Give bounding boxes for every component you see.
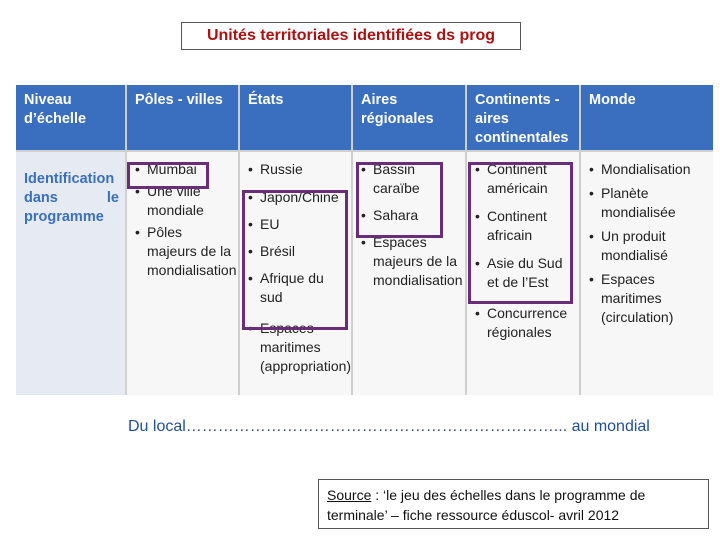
list-item: • Continent américain bbox=[475, 160, 573, 198]
highlight-continents bbox=[468, 162, 573, 304]
highlight-etats bbox=[242, 190, 348, 330]
list-item: • Planète mondialisée bbox=[589, 184, 707, 222]
highlight-aires-regionales bbox=[356, 162, 443, 238]
list-item: • Espaces maritimes (circulation) bbox=[589, 270, 707, 327]
list-item: • Continent africain bbox=[475, 207, 573, 245]
list-item: • Un produit mondialisé bbox=[589, 227, 707, 265]
source-text: : ‘le jeu des échelles dans le programme de terminale’ – fiche ressource éduscol- avril 2012 bbox=[327, 487, 646, 523]
list-item: • Espaces maritimes (appropriation) bbox=[248, 319, 345, 376]
list-item: • Concurrence régionales bbox=[475, 304, 573, 342]
list-item: • Brésil bbox=[248, 242, 345, 261]
source-box bbox=[318, 479, 709, 529]
list-item: • Russie bbox=[248, 160, 345, 179]
list-item: • Mumbai bbox=[135, 160, 232, 179]
list-item: • Mondialisation bbox=[589, 160, 707, 179]
list-item: • Sahara bbox=[361, 206, 459, 225]
list-item: • Bassin caraïbe bbox=[361, 160, 459, 198]
list-item: • EU bbox=[248, 215, 345, 234]
cell-monde bbox=[581, 152, 713, 395]
list-item: • Pôles majeurs de la mondialisation bbox=[135, 223, 232, 280]
scales-table bbox=[16, 85, 713, 395]
header-poles-villes: Pôles - villes bbox=[127, 85, 238, 150]
row-header-identification: Identification dans le programme bbox=[16, 152, 125, 395]
highlight-mumbai bbox=[127, 162, 209, 189]
header-monde: Monde bbox=[581, 85, 713, 150]
header-niveau: Niveau d’échelle bbox=[16, 85, 125, 150]
list-item: • Espaces majeurs de la mondialisation bbox=[361, 233, 459, 290]
scale-caption: Du local……………………………………………………………... au mondial bbox=[128, 418, 650, 435]
slide-title: Unités territoriales identifiées ds prog bbox=[181, 22, 521, 50]
list-item: • Asie du Sud et de l’Est bbox=[475, 254, 573, 292]
list-item: • Une ville mondiale bbox=[135, 182, 232, 220]
header-etats: États bbox=[240, 85, 351, 150]
source-label: Source bbox=[327, 487, 372, 503]
header-aires-regionales: Aires régionales bbox=[353, 85, 465, 150]
header-continents: Continents - aires continentales bbox=[467, 85, 579, 150]
list-item: • Afrique du sud bbox=[248, 269, 345, 307]
list-item: • Japon/Chine bbox=[248, 188, 345, 207]
